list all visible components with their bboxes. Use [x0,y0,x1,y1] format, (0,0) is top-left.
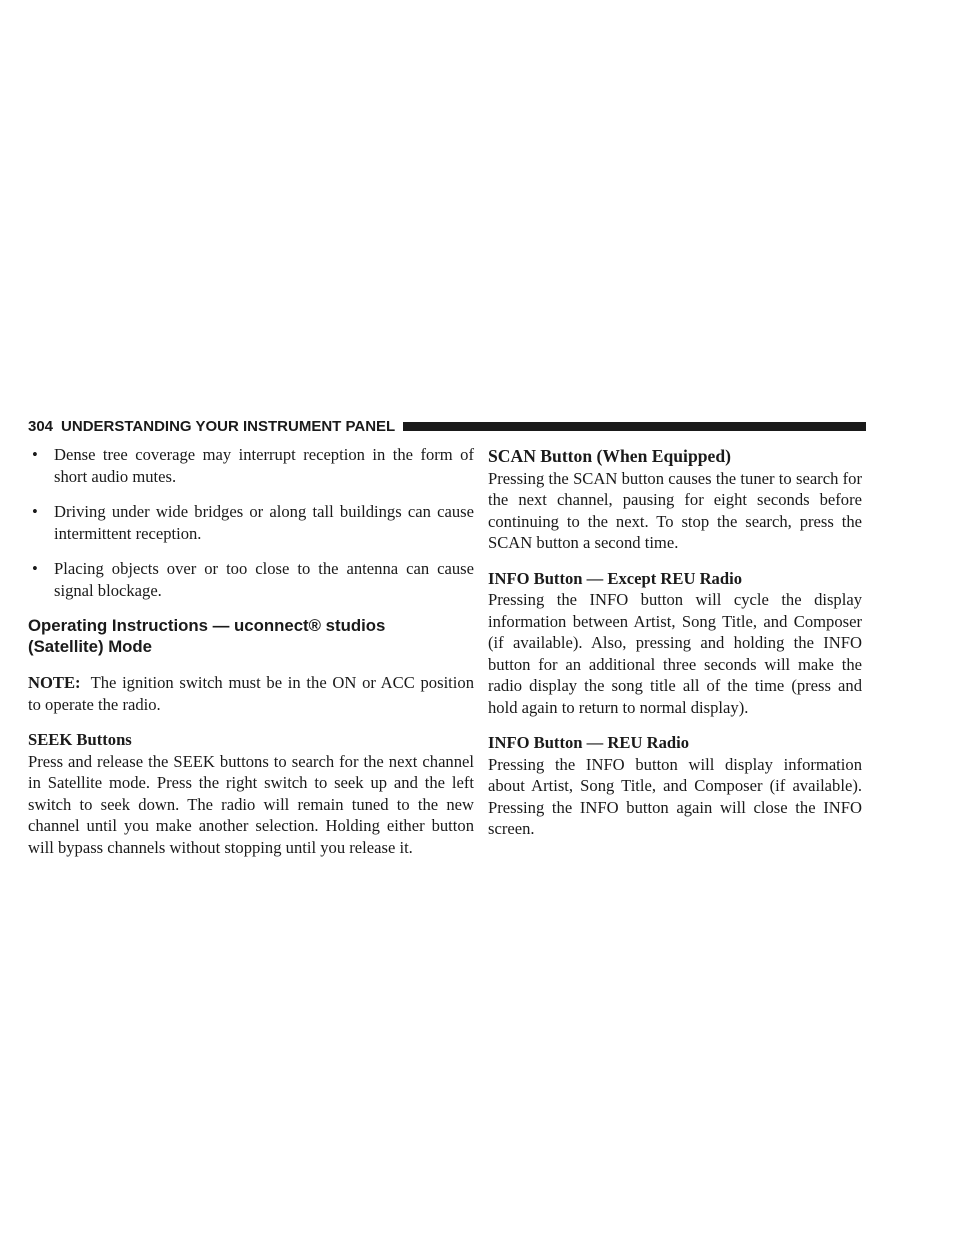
info-except-reu-text: Pressing the INFO button will cycle the display information between Artist, Song Title, and Composer (if available). Also, pressing and holding the INFO button for an additional three seconds will make the radio display the song title all of the time (press and hold again to return to normal display). [488,590,862,717]
info-except-reu-section [488,568,862,719]
header-rule [403,422,866,431]
operating-instructions-heading: Operating Instructions — uconnect® studios (Satellite) Mode [28,616,386,656]
note-paragraph [28,672,474,715]
page-header [28,416,866,436]
bullet-icon: • [32,559,38,578]
scan-heading: SCAN Button (When Equipped) [488,446,731,466]
info-reu-section [488,732,862,840]
info-reu-text: Pressing the INFO button will display information about Artist, Song Title, and Composer (if available). Pressing the INFO button again will close the INFO screen. [488,754,862,838]
seek-text: Press and release the SEEK buttons to search for the next channel in Satellite mode. Press the right switch to seek up and the left switch to seek down. The radio will remain tuned to the new channel until you make another selection. Holding either button will bypass channels without stopping until you release it. [28,751,474,857]
info-reu-heading: INFO Button — REU Radio [488,733,689,752]
note-label: NOTE: [28,673,81,692]
scan-text: Pressing the SCAN button causes the tuner to search for the next channel, pausing for eight seconds before continuing to the next. To stop the search, press the SCAN button a second time. [488,468,862,552]
note-text: The ignition switch must be in the ON or ACC position to operate the radio. [28,673,474,714]
info-except-reu-heading: INFO Button — Except REU Radio [488,568,742,588]
list-item: • Driving under wide bridges or along tall buildings can cause intermittent reception. [32,502,474,543]
seek-section [28,729,474,858]
seek-heading: SEEK Buttons [28,730,132,749]
reception-bullet-list [28,444,474,601]
section-title: UNDERSTANDING YOUR INSTRUMENT PANEL [61,417,396,435]
scan-section [488,446,862,554]
bullet-icon: • [32,445,38,464]
page-number: 304 [28,417,54,435]
list-item: • Dense tree coverage may interrupt reception in the form of short audio mutes. [32,445,474,486]
left-column [28,444,474,872]
right-column [488,446,862,854]
bullet-icon: • [32,502,38,521]
list-item: • Placing objects over or too close to the antenna can cause signal blockage. [32,559,474,600]
